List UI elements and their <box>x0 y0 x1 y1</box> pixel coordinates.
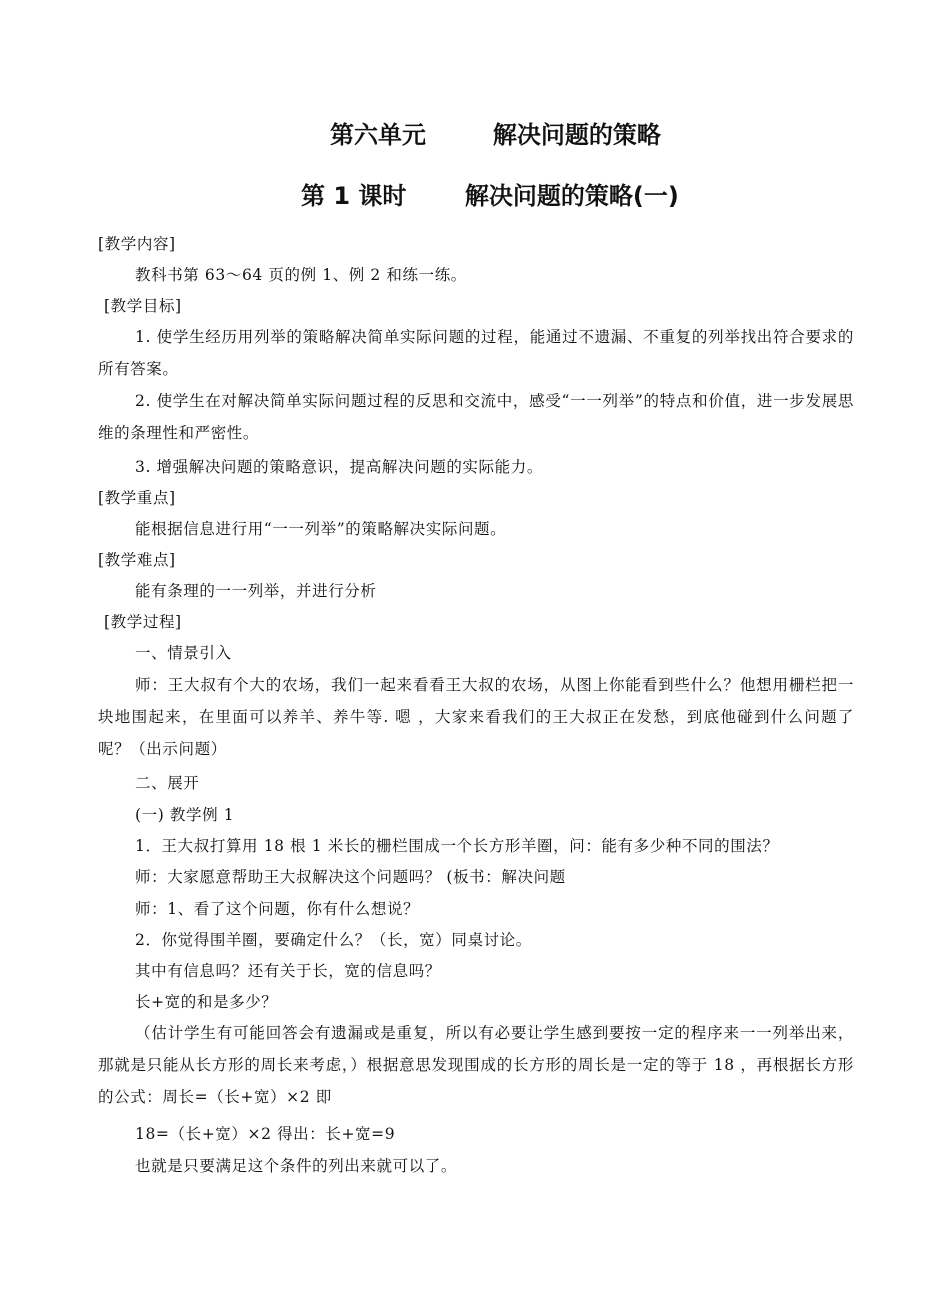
question-2: 2．你觉得围羊圈，要确定什么？（长，宽）同桌讨论。 <box>135 931 532 949</box>
teacher-intro-paragraph: 师：王大叔有个大的农场，我们一起来看看王大叔的农场，从图上你能看到些什么？他想用栅栏把一块地围起来，在里面可以养羊、养牛等. 嗯 ，大家来看我们的王大叔正在发愁，到底他碰到什么问题了呢？（出示问题） <box>98 676 854 758</box>
goals-heading: [教学目标] <box>104 297 182 315</box>
question-3: 其中有信息吗？还有关于长，宽的信息吗？ <box>135 962 441 980</box>
conclusion-line: 也就是只要满足这个条件的列出来就可以了。 <box>135 1157 458 1175</box>
process-heading: [教学过程] <box>104 613 182 631</box>
goal-3: 3. 增强解决问题的策略意识，提高解决问题的实际能力。 <box>135 458 543 476</box>
key-heading: [教学重点] <box>98 489 176 507</box>
unit-title: 第六单元 解决问题的策略 <box>330 121 661 149</box>
key-text: 能根据信息进行用“一一列举”的策略解决实际问题。 <box>135 520 507 538</box>
example-label: (一) 教学例 1 <box>135 806 235 824</box>
goal-1: 1. 使学生经历用列举的策略解决简单实际问题的过程，能通过不遗漏、不重复的列举找出符合要求的所有答案。 <box>98 328 854 378</box>
problem-statement: 1．王大叔打算用 18 根 1 米长的栅栏围成一个长方形羊圈，问：能有多少种不同的围法？ <box>135 837 779 855</box>
formula-line: 18=（长+宽）×2 得出：长+宽=9 <box>135 1125 396 1143</box>
step-intro: 一、情景引入 <box>135 644 232 662</box>
difficulty-text: 能有条理的一一列举，并进行分析 <box>135 582 377 600</box>
content-heading: [教学内容] <box>98 235 176 253</box>
question-4: 长+宽的和是多少？ <box>135 993 278 1011</box>
teacher-question-1: 师：1、看了这个问题，你有什么想说？ <box>135 900 420 918</box>
teacher-ask: 师：大家愿意帮助王大叔解决这个问题吗？ (板书：解决问题 <box>135 868 566 886</box>
step-develop: 二、展开 <box>135 774 200 792</box>
lesson-title: 第 1 课时 解决问题的策略(一) <box>301 182 679 210</box>
estimate-paragraph: （估计学生有可能回答会有遗漏或是重复，所以有必要让学生感到要按一定的程序来一一列举出来，那就是只能从长方形的周长来考虑，）根据意思发现围成的长方形的周长是一定的等于 18 ，再根据长方形的公式：周长=（长+宽）×2 即 <box>98 1024 854 1106</box>
content-text: 教科书第 63～64 页的例 1、例 2 和练一练。 <box>135 266 467 284</box>
goal-2: 2. 使学生在对解决简单实际问题过程的反思和交流中，感受“一一列举”的特点和价值，进一步发展思维的条理性和严密性。 <box>98 392 854 442</box>
difficulty-heading: [教学难点] <box>98 551 176 569</box>
